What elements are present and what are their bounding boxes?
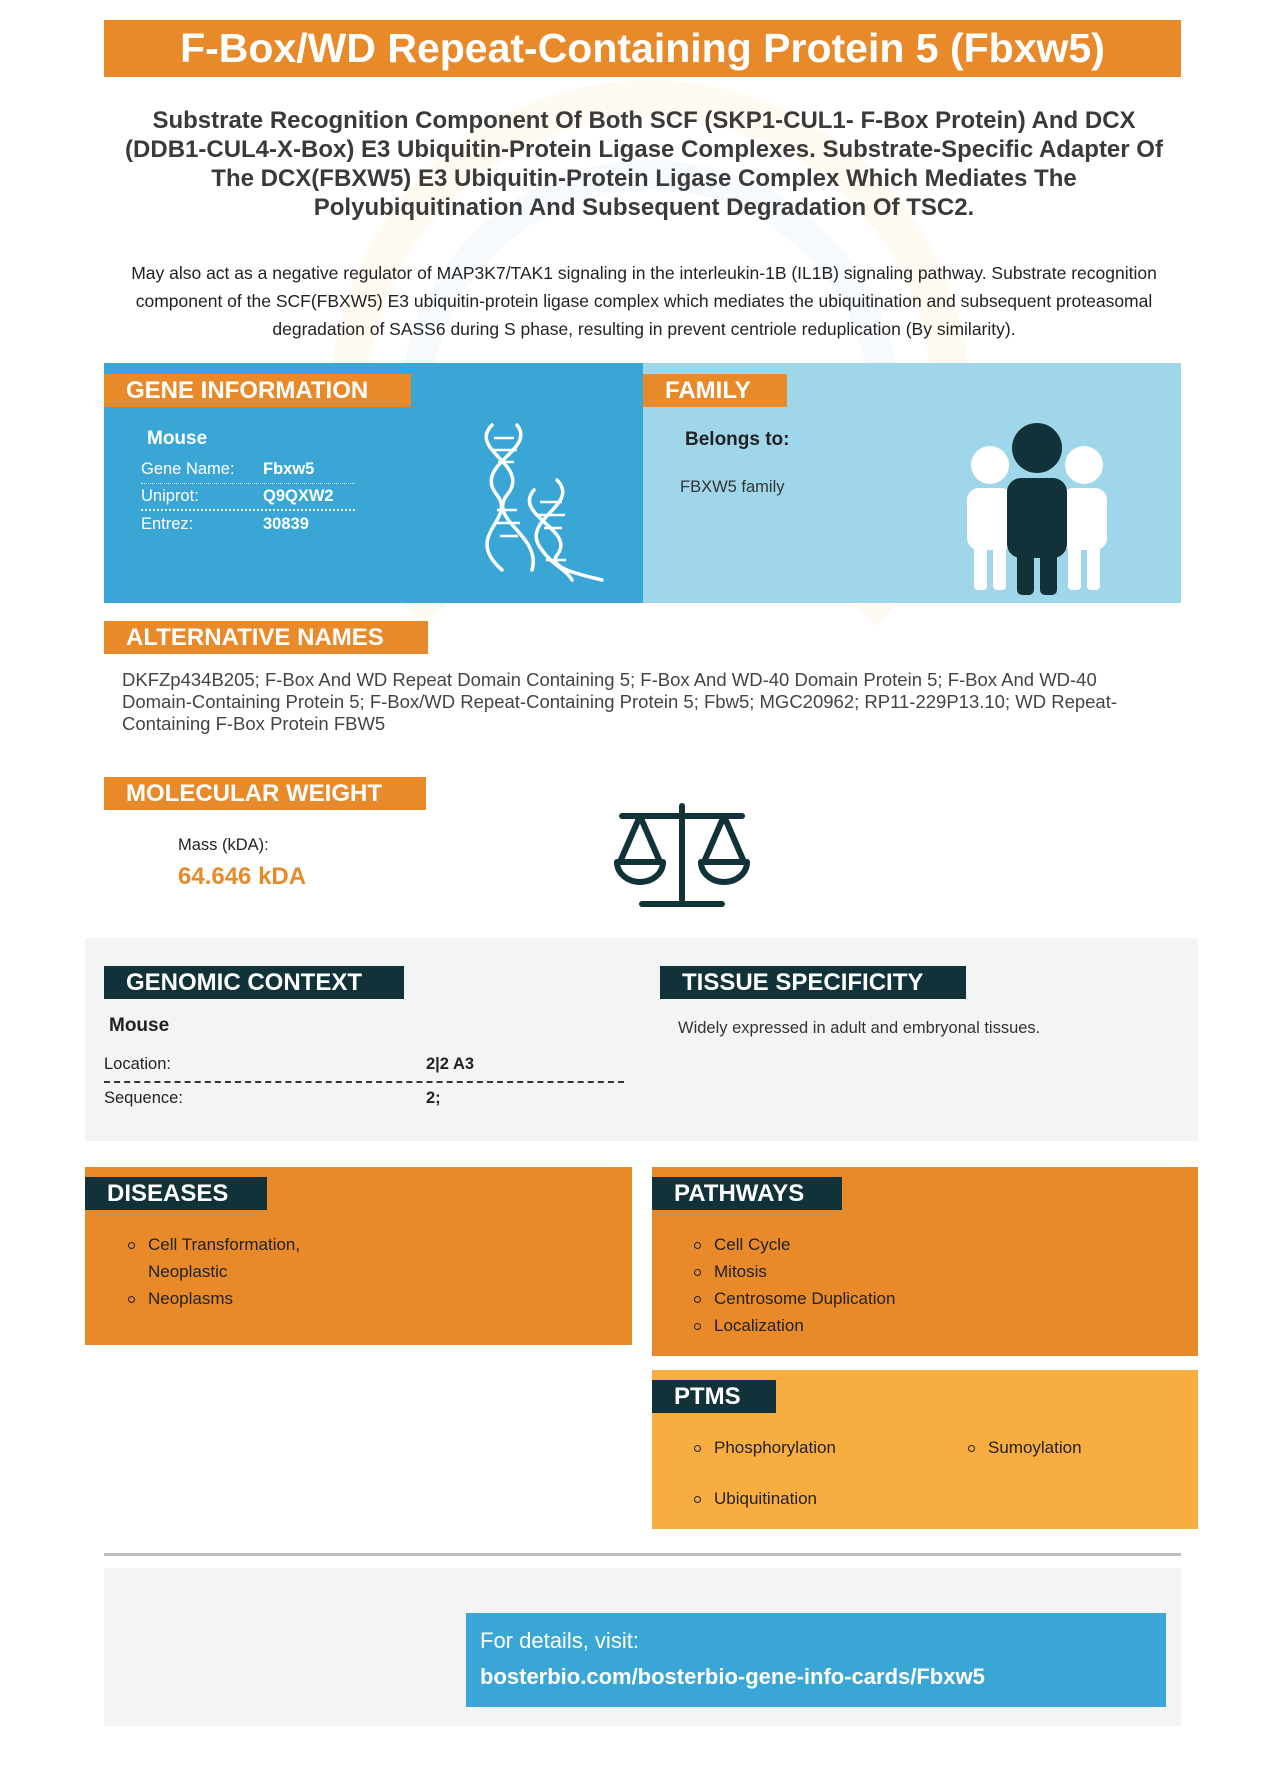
tissue-specificity-text: Widely expressed in adult and embryonal tissues.: [678, 1019, 1041, 1037]
uniprot-label: Uniprot:: [141, 487, 199, 505]
list-item: Centrosome Duplication: [694, 1285, 1094, 1312]
molecular-weight-heading: MOLECULAR WEIGHT: [104, 777, 426, 810]
list-item: Sumoylation: [968, 1434, 1168, 1461]
mass-value: 64.646 kDA: [178, 863, 307, 890]
sequence-label: Sequence:: [104, 1089, 183, 1107]
gene-name-label: Gene Name:: [141, 460, 235, 478]
family-people-icon: [962, 420, 1112, 595]
details-label: For details, visit:: [480, 1628, 639, 1653]
gene-row-uniprot: [141, 484, 355, 511]
page-subtitle: Substrate Recognition Component Of Both SCF (SKP1-CUL1- F-Box Protein) And DCX (DDB1-CUL4-X-Box) E3 Ubiquitin-Protein Ligase Complexes. Substrate-Specific Adapter Of The DCX(FBXW5) E3 Ubiquitin-Protein Ligase Complex Which Mediates The Polyubiquitination And Subsequent Degradation Of TSC2.: [125, 107, 1163, 221]
list-item: Cell Cycle: [694, 1231, 1094, 1258]
gene-information-heading: GENE INFORMATION: [104, 374, 411, 407]
location-label: Location:: [104, 1055, 171, 1073]
list-item: Mitosis: [694, 1258, 1094, 1285]
details-link-box[interactable]: [466, 1613, 1166, 1707]
tissue-specificity-heading: TISSUE SPECIFICITY: [660, 966, 966, 999]
details-url[interactable]: bosterbio.com/bosterbio-gene-info-cards/Fbxw5: [480, 1664, 985, 1689]
list-item: Localization: [694, 1312, 1094, 1339]
list-item: Neoplasms: [128, 1285, 358, 1312]
list-item: Cell Transformation, Neoplastic: [128, 1231, 358, 1285]
balance-scale-icon: [612, 800, 752, 916]
diseases-list: [128, 1231, 358, 1312]
entrez-label: Entrez:: [141, 515, 194, 533]
pathways-heading: PATHWAYS: [652, 1177, 842, 1210]
gene-name-value: Fbxw5: [263, 460, 315, 478]
divider: [104, 1553, 1181, 1556]
ptms-list-b: [968, 1434, 1168, 1461]
uniprot-value: Q9QXW2: [263, 487, 334, 505]
gene-species: Mouse: [147, 428, 208, 449]
pathways-list: [694, 1231, 1094, 1339]
list-item: Ubiquitination: [694, 1485, 934, 1512]
genomic-context-heading: GENOMIC CONTEXT: [104, 966, 404, 999]
alternative-names-heading: ALTERNATIVE NAMES: [104, 621, 428, 654]
diseases-heading: DISEASES: [85, 1177, 267, 1210]
genomic-row-sequence: [104, 1083, 624, 1117]
ptms-list-a: [694, 1434, 934, 1461]
dna-icon: [462, 420, 612, 585]
description: May also act as a negative regulator of MAP3K7/TAK1 signaling in the interleukin-1B (IL1B) signaling pathway. Substrate recognition component of the SCF(FBXW5) E3 ubiquitin-protein ligase complex which mediates the ubiquitination and subsequent proteasomal degradation of SASS6 during S phase, resulting in prevent centriole reduplication (By similarity).: [131, 263, 1157, 339]
ptms-list-c: [694, 1485, 934, 1512]
sequence-value: 2;: [426, 1089, 441, 1107]
location-value: 2|2 A3: [426, 1055, 475, 1073]
gene-row-name: [141, 457, 355, 484]
mass-label: Mass (kDA):: [178, 836, 269, 854]
belongs-to-label: Belongs to:: [685, 429, 790, 450]
page-title: F-Box/WD Repeat-Containing Protein 5 (Fbxw5): [104, 20, 1181, 77]
ptms-heading: PTMS: [652, 1380, 776, 1413]
gene-row-entrez: [141, 512, 355, 539]
entrez-value: 30839: [263, 515, 309, 533]
family-value: FBXW5 family: [680, 478, 785, 496]
alternative-names-text: DKFZp434B205; F-Box And WD Repeat Domain Containing 5; F-Box And WD-40 Domain Protein 5; F-Box And WD-40 Domain-Containing Protein 5; F-Box/WD Repeat-Containing Protein 5; Fbw5; MGC20962; RP11-229P13.10; WD Repeat-Containing F-Box Protein FBW5: [122, 669, 1118, 734]
list-item: Phosphorylation: [694, 1434, 934, 1461]
genomic-species: Mouse: [109, 1015, 170, 1036]
genomic-row-location: [104, 1049, 624, 1083]
family-heading: FAMILY: [643, 374, 787, 407]
